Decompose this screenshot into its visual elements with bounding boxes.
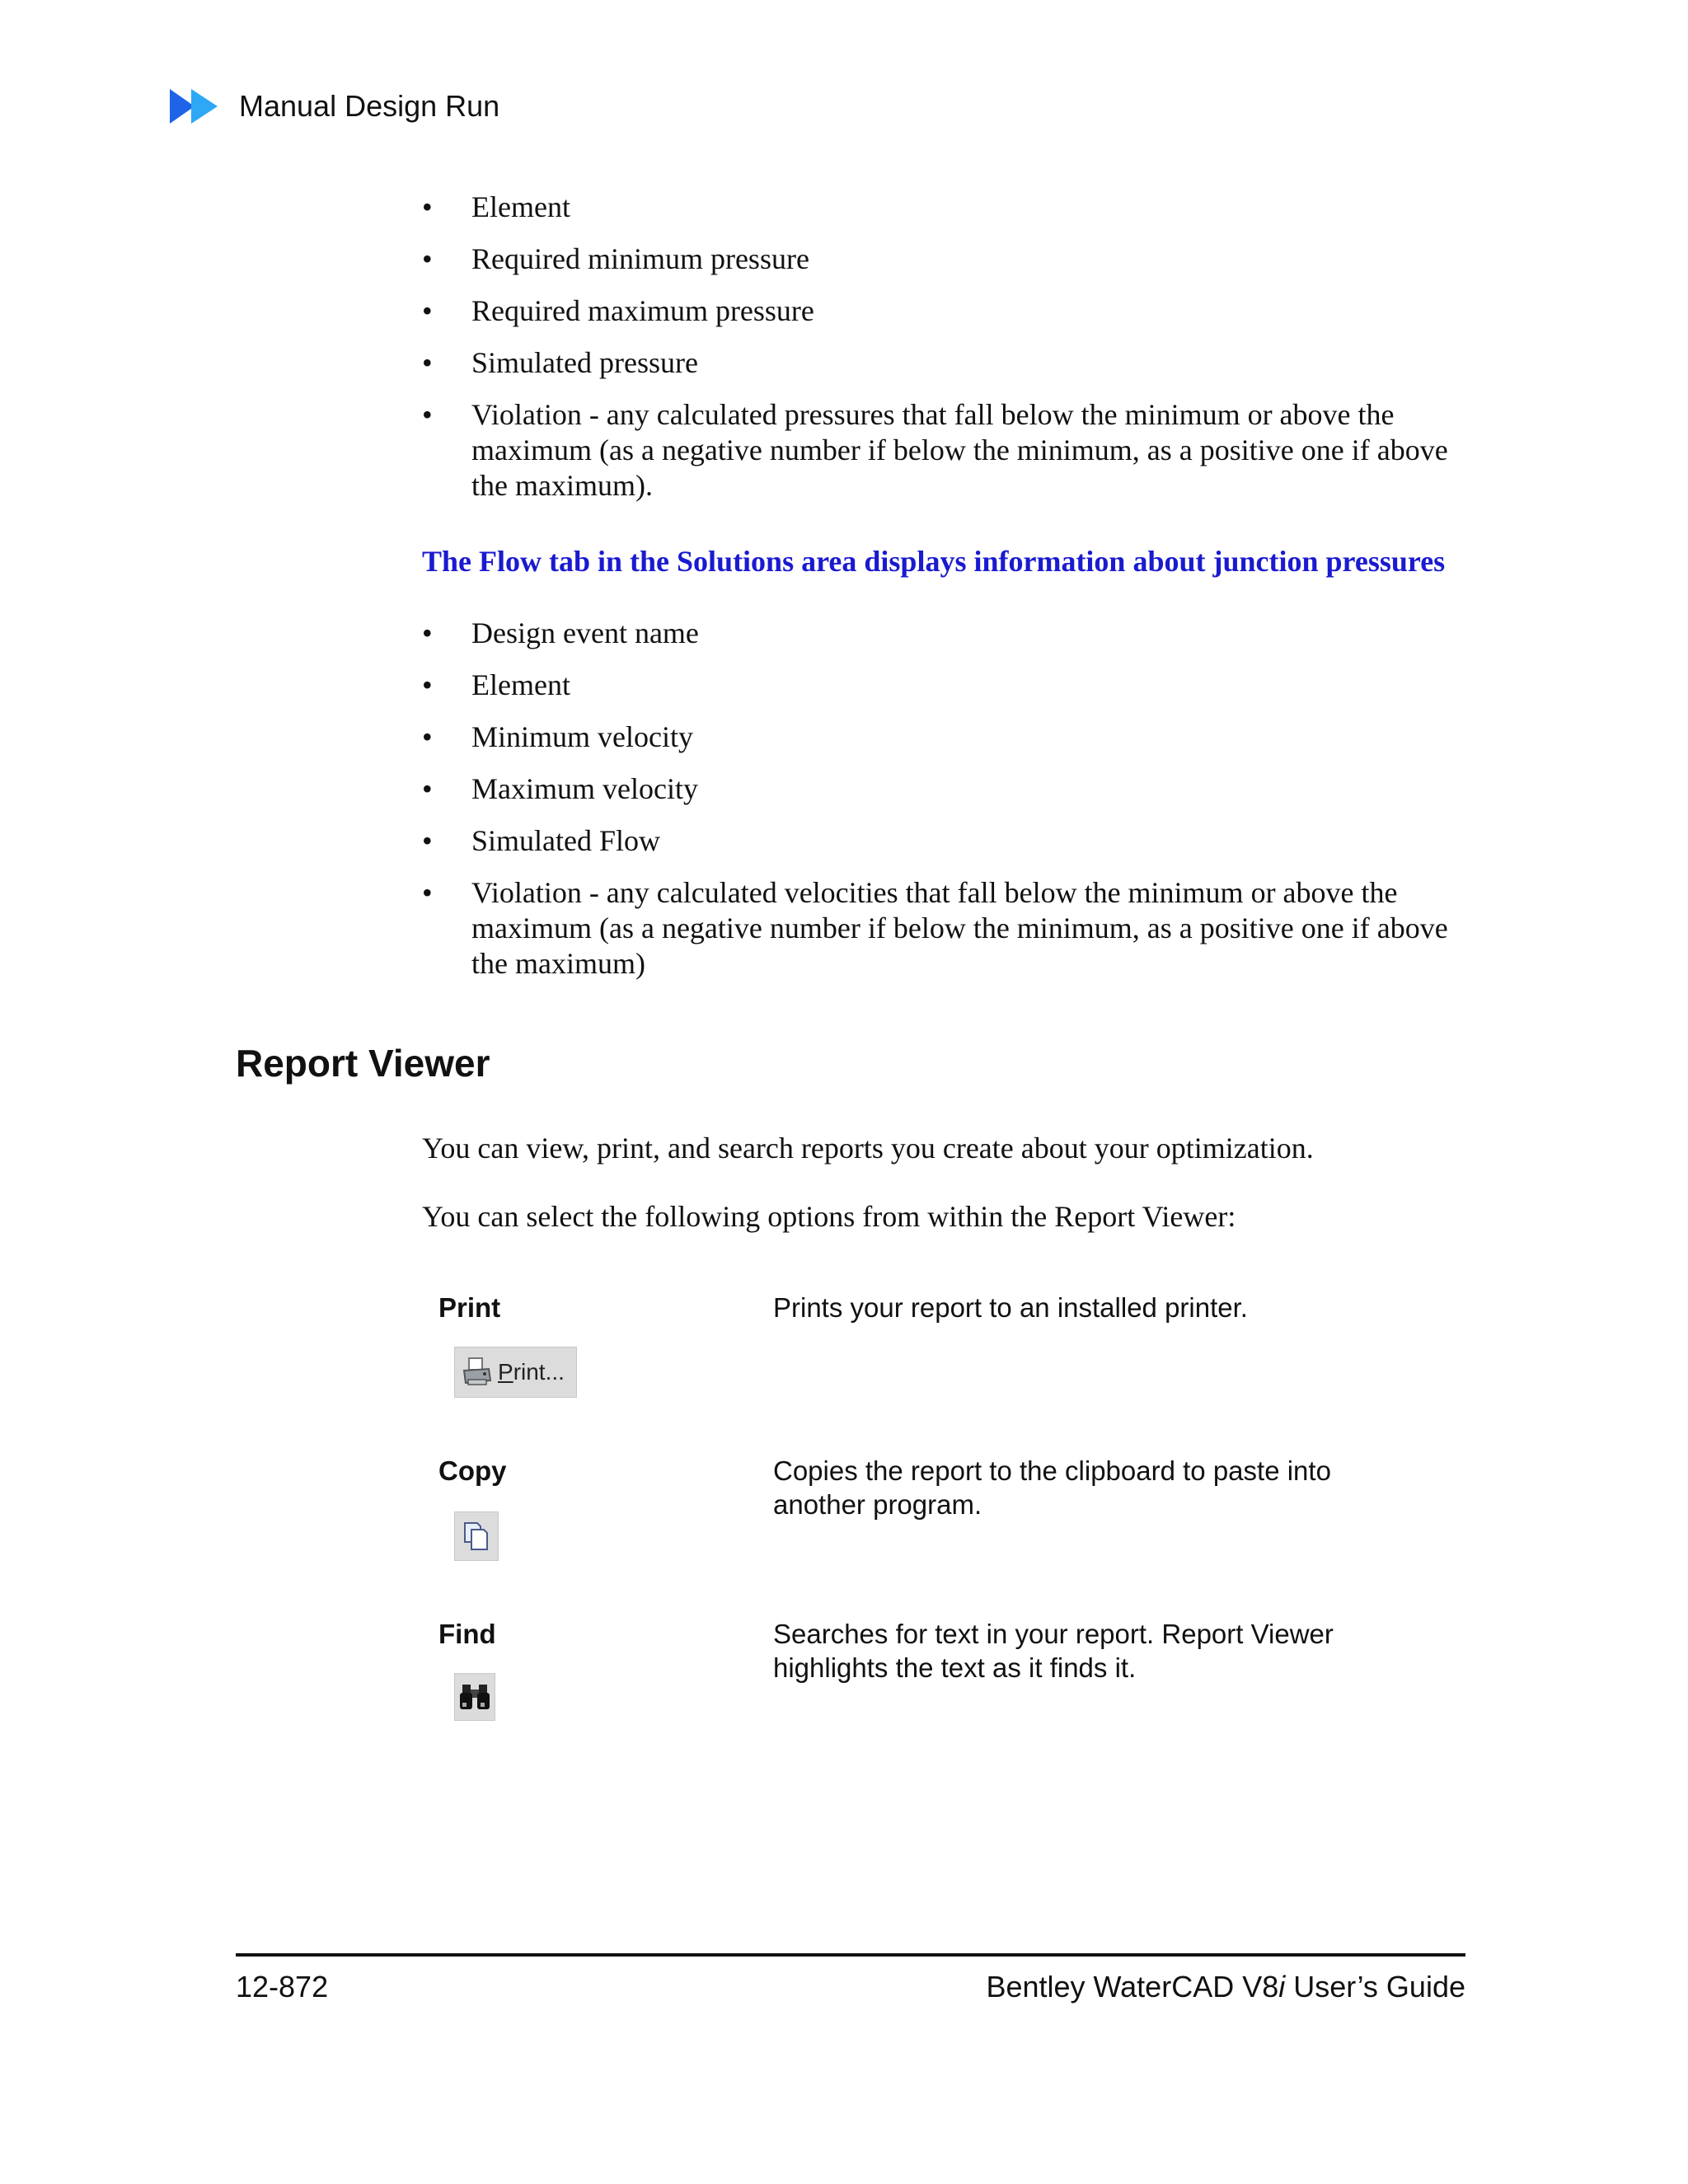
bullet: • [422,294,433,327]
find-button[interactable] [454,1673,495,1721]
find-option-label: Find [438,1619,496,1649]
copy-option-label: Copy [438,1455,507,1486]
list-item: • Maximum velocity [422,772,698,805]
copy-icon [462,1521,490,1552]
find-option-description: Searches for text in your report. Report Viewer highlights the text as it finds it. [773,1619,1334,1683]
bullet: • [422,772,433,805]
bullet: • [422,824,433,857]
section-intro: You can view, print, and search reports you create about your optimization. [422,1132,1314,1165]
copy-option-description: Copies the report to the clipboard to paste into another program. [773,1455,1331,1520]
pressure-bullet-list [422,190,1465,504]
print-option-description: Prints your report to an installed printer. [773,1292,1248,1323]
guide-title: Bentley WaterCAD V8i User’s Guide [986,1970,1465,2004]
options-intro: You can select the following options from within the Report Viewer: [422,1200,1236,1233]
bullet: • [422,668,433,701]
bullet: • [422,720,433,753]
print-option-label: Print [438,1292,501,1323]
copy-button[interactable] [454,1511,499,1561]
flow-tab-heading: The Flow tab in the Solutions area displays information about junction pressures [422,545,1446,578]
print-button-label: Print... [498,1359,565,1385]
page-header [170,86,499,127]
binoculars-icon [458,1681,491,1713]
bullet: • [422,876,433,909]
list-item: • Element [422,668,570,701]
header-title: Manual Design Run [239,89,500,123]
double-arrow-icon [170,87,223,125]
bullet: • [422,616,433,649]
bullet: • [422,190,433,223]
print-button[interactable] [454,1347,577,1398]
list-item: • Violation - any calculated velocities that fall below the minimum or above the maximum (as a negative number if below the minimum, as a positive one if above the maximum) [422,876,1448,980]
list-item: • Minimum velocity [422,720,693,753]
list-item: • Simulated pressure [422,346,698,379]
footer-rule [236,1953,1465,1957]
bullet: • [422,242,433,275]
list-item: • Simulated Flow [422,824,661,857]
list-item: • Violation - any calculated pressures that fall below the minimum or above the maximum (as a negative number if below the minimum, as a positive one if above the maximum). [422,398,1448,502]
list-item: • Element [422,190,570,223]
list-item: • Required maximum pressure [422,294,814,327]
flow-bullet-list [422,616,1465,982]
bullet: • [422,346,433,379]
section-title: Report Viewer [236,1042,490,1085]
list-item: • Design event name [422,616,699,649]
list-item: • Required minimum pressure [422,242,809,275]
page-number: 12-872 [236,1970,329,2004]
bullet: • [422,398,433,431]
printer-icon [462,1356,493,1389]
